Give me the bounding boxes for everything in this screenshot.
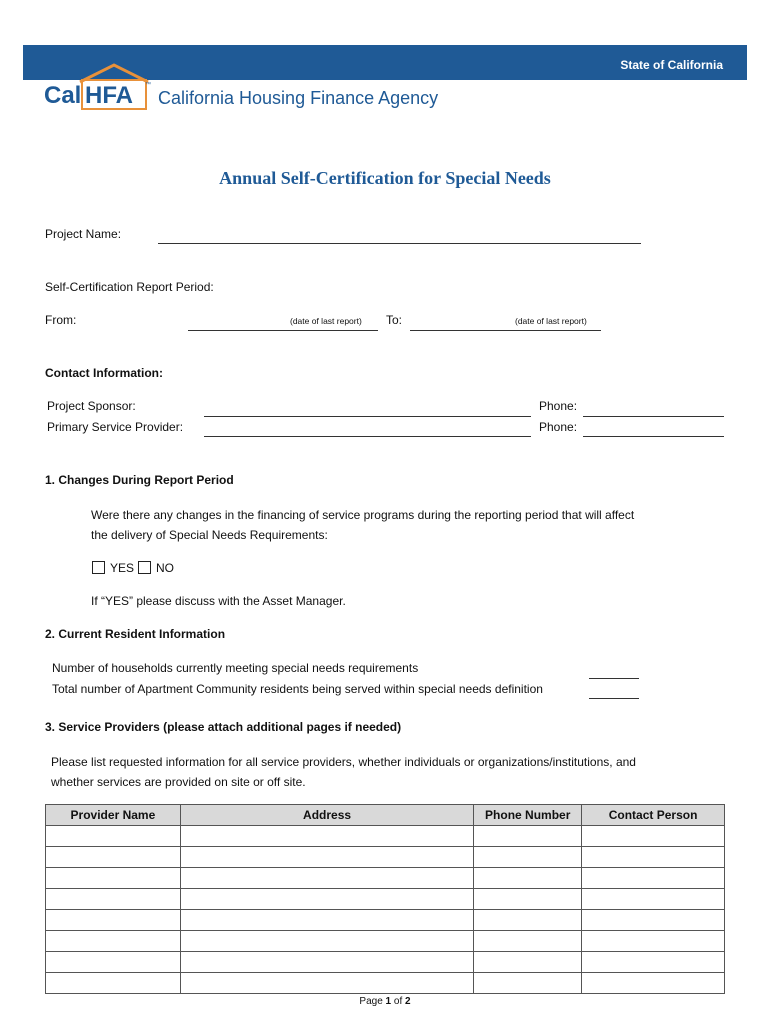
sponsor-phone-field[interactable]: [583, 416, 724, 417]
table-cell[interactable]: [582, 826, 725, 847]
logo-hfa: HFA: [85, 82, 133, 109]
sponsor-label: Project Sponsor:: [47, 399, 136, 413]
table-cell[interactable]: [46, 826, 181, 847]
table-row: [46, 826, 725, 847]
col-contact-person: Contact Person: [582, 805, 725, 826]
table-row: [46, 910, 725, 931]
no-label: NO: [156, 561, 174, 575]
table-cell[interactable]: [180, 931, 473, 952]
table-cell[interactable]: [180, 910, 473, 931]
page-footer: [0, 996, 770, 1007]
table-row: [46, 868, 725, 889]
document-title: Annual Self-Certification for Special Needs: [219, 168, 551, 188]
page-prefix: Page: [359, 996, 386, 1007]
table-cell[interactable]: [474, 973, 582, 994]
table-cell[interactable]: [474, 931, 582, 952]
table-cell[interactable]: [46, 868, 181, 889]
table-cell[interactable]: [474, 889, 582, 910]
table-cell[interactable]: [46, 931, 181, 952]
table-cell[interactable]: [474, 847, 582, 868]
table-cell[interactable]: [180, 868, 473, 889]
page-of: of: [391, 996, 406, 1007]
section3-intro-line2: whether services are provided on site or off site.: [51, 775, 306, 789]
col-provider-name: Provider Name: [46, 805, 181, 826]
from-hint: (date of last report): [290, 316, 362, 326]
report-period-label: Self-Certification Report Period:: [45, 280, 214, 294]
section3-heading: 3. Service Providers (please attach additional pages if needed): [45, 720, 402, 734]
provider-phone-field[interactable]: [583, 436, 724, 437]
table-cell[interactable]: [474, 952, 582, 973]
state-label: State of California: [620, 58, 723, 72]
section1-question-line2: the delivery of Special Needs Requirements:: [91, 528, 328, 542]
logo-cal: Cal: [44, 82, 82, 109]
residents-field[interactable]: [589, 698, 639, 699]
table-cell[interactable]: [474, 868, 582, 889]
col-address: Address: [180, 805, 473, 826]
table-cell[interactable]: [46, 889, 181, 910]
section1-heading: 1. Changes During Report Period: [45, 473, 234, 487]
households-field[interactable]: [589, 678, 639, 679]
project-name-label: Project Name:: [45, 227, 122, 241]
sponsor-field[interactable]: [204, 416, 531, 417]
yes-label: YES: [110, 561, 135, 575]
table-cell[interactable]: [46, 952, 181, 973]
service-providers-table: [45, 804, 725, 994]
table-cell[interactable]: [582, 868, 725, 889]
table-cell[interactable]: [46, 910, 181, 931]
calhfa-logo: [44, 62, 154, 112]
page-total: 2: [405, 996, 411, 1007]
to-date-field[interactable]: [410, 330, 601, 331]
table-row: [46, 931, 725, 952]
provider-phone-label: Phone:: [539, 420, 578, 434]
section1-note: If “YES” please discuss with the Asset Manager.: [91, 594, 346, 608]
contact-heading: Contact Information:: [45, 366, 163, 380]
table-cell[interactable]: [582, 973, 725, 994]
table-cell[interactable]: [180, 973, 473, 994]
table-row: [46, 847, 725, 868]
table-header-row: [46, 805, 725, 826]
table-cell[interactable]: [46, 847, 181, 868]
table-cell[interactable]: [180, 826, 473, 847]
project-name-field[interactable]: [158, 243, 641, 244]
from-date-field[interactable]: [188, 330, 378, 331]
table-cell[interactable]: [180, 847, 473, 868]
table-cell[interactable]: [180, 952, 473, 973]
section1-question-line1: Were there any changes in the financing of service programs during the reporting period that will affect: [91, 508, 635, 522]
table-cell[interactable]: [582, 910, 725, 931]
table-cell[interactable]: [46, 973, 181, 994]
provider-label: Primary Service Provider:: [47, 420, 184, 434]
table-cell[interactable]: [582, 889, 725, 910]
agency-name: California Housing Finance Agency: [158, 88, 439, 108]
sponsor-phone-label: Phone:: [539, 399, 578, 413]
section2-heading: 2. Current Resident Information: [45, 627, 226, 641]
logo-tm: ™: [145, 82, 151, 88]
from-label: From:: [45, 313, 77, 327]
table-cell[interactable]: [474, 910, 582, 931]
col-phone-number: Phone Number: [474, 805, 582, 826]
to-label: To:: [386, 313, 403, 327]
residents-label: Total number of Apartment Community residents being served within special needs definition: [52, 682, 543, 696]
table-row: [46, 973, 725, 994]
no-checkbox[interactable]: [138, 561, 151, 574]
table-row: [46, 952, 725, 973]
households-label: Number of households currently meeting special needs requirements: [52, 661, 419, 675]
table-cell[interactable]: [582, 847, 725, 868]
table-row: [46, 889, 725, 910]
yes-checkbox[interactable]: [92, 561, 105, 574]
section3-intro-line1: Please list requested information for all service providers, whether individuals or organizations/institutions, and: [51, 755, 636, 769]
table-cell[interactable]: [582, 931, 725, 952]
page-number: 1: [385, 996, 392, 1007]
to-hint: (date of last report): [515, 316, 587, 326]
table-cell[interactable]: [180, 889, 473, 910]
table-cell[interactable]: [474, 826, 582, 847]
table-cell[interactable]: [582, 952, 725, 973]
provider-field[interactable]: [204, 436, 531, 437]
